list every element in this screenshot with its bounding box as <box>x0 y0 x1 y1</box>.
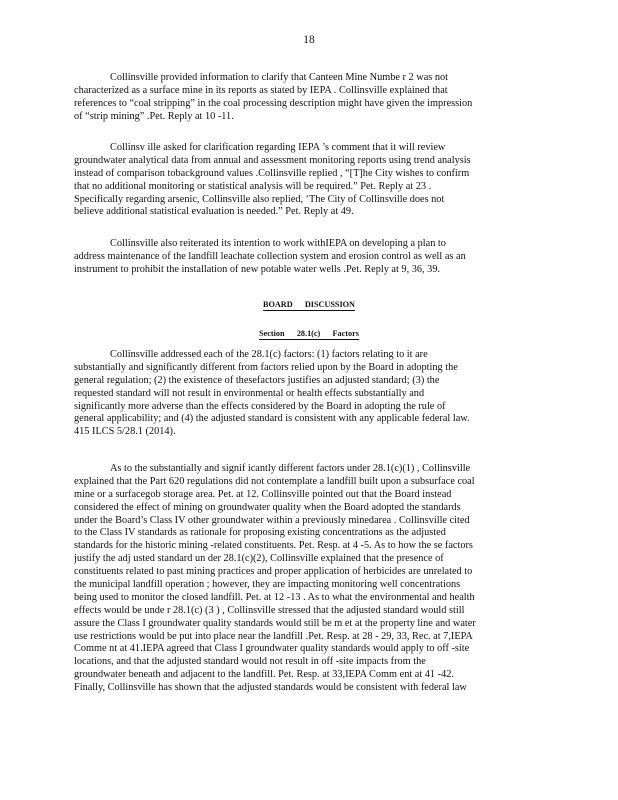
paragraph-maintenance-plan <box>74 238 532 277</box>
paragraph-line: that no additional monitoring or statistical analysis will be required.” Pet. Reply at 23 . <box>74 180 432 192</box>
paragraph-line: instrument to prohibit the installation of new potable water wells .Pet. Reply at 9, 36, 39. <box>74 263 441 275</box>
heading-section-factors <box>0 323 618 341</box>
paragraph-line: Comme nt at 41.IEPA agreed that Class I groundwater quality standards would apply to off -site <box>74 643 470 655</box>
page-number: 18 <box>303 34 315 46</box>
paragraph-line: explained that the Part 620 regulations did not contemplate a landfill built upon a subsurface coal <box>74 475 475 487</box>
paragraph-line: to the Class IV standards as rationale for proposing existing concentrations as the adjusted <box>74 527 446 539</box>
paragraph-line: being used to monitor the closed landfill. Pet. at 12 -13 . As to what the environmental and health <box>74 591 475 603</box>
paragraph-line: groundwater beneath and adjacent to the landfill. Pet. Resp. at 33,IEPA Comm ent at 41 -42. <box>74 669 454 681</box>
paragraph-line: As to the substantially and signif icantly different factors under 28.1(c)(1) , Collinsville <box>110 463 471 474</box>
paragraph-line: requested standard will not result in environmental or health effects substantially and <box>74 387 425 399</box>
paragraph-line: use restrictions would be put into place near the landfill .Pet. Resp. at 28 - 29, 33, Rec. at 7,IEPA <box>74 630 473 642</box>
paragraph-line: 415 ILCS 5/28.1 (2014). <box>74 426 176 438</box>
heading-section-factors-text: Section 28.1(c) Factors <box>259 329 359 338</box>
paragraph-line: significantly more adverse than the effects considered by the Board in adopting the rule of <box>74 400 446 412</box>
paragraph-line: under the Board’s Class IV other groundwater within a previously minedarea . Collinsville cited <box>74 514 470 526</box>
paragraph-line: Collinsv ille asked for clarification regarding IEPA ’s comment that it will review <box>110 142 446 153</box>
paragraph-line: Collinsville provided information to clarify that Canteen Mine Numbe r 2 was not <box>110 72 449 83</box>
paragraph-factors-summary <box>74 349 532 439</box>
paragraph-line: Collinsville also reiterated its intention to work withIEPA on developing a plan to <box>110 238 446 249</box>
paragraph-line: of “strip mining” .Pet. Reply at 10 -11. <box>74 110 234 122</box>
paragraph-line: substantially and significantly different from factors relied upon by the Board in adopting the <box>74 361 458 373</box>
paragraph-line: assure the Class I groundwater quality standards would still be m et at the property line and water <box>74 617 476 629</box>
paragraph-line: references to “coal stripping” in the coal processing description might have given the impression <box>74 97 473 109</box>
paragraph-trend-analysis <box>74 142 532 219</box>
paragraph-line: Specifically regarding arsenic, Collinsville also replied, ‘The City of Collinsville does not <box>74 193 445 205</box>
paragraph-line: effects would be unde r 28.1(c) (3 ) , Collinsville stressed that the adjusted standard would still <box>74 604 465 616</box>
paragraph-line: mine or a surfacegob storage area. Pet. at 12. Collinsville pointed out that the Board instead <box>74 488 452 500</box>
paragraph-line: general applicability; and (4) the adjusted standard is consistent with any applicable federal law. <box>74 413 470 425</box>
paragraph-line: standards for the historic mining -related constituents. Pet. Resp. at 4 -5. As to how the se factors <box>74 540 473 552</box>
paragraph-line: address maintenance of the landfill leachate collection system and erosion control as well as an <box>74 250 466 262</box>
paragraph-factor-analysis <box>74 463 532 695</box>
heading-board-discussion <box>0 294 618 312</box>
paragraph-line: considered the effect of mining on groundwater quality when the Board adopted the standards <box>74 501 461 513</box>
paragraph-line: instead of comparison tobackground values .Collinsville replied , “[T]he City wishes to confirm <box>74 167 470 179</box>
heading-board-discussion-text: BOARD DISCUSSION <box>263 300 355 309</box>
paragraph-line: justify the adj usted standard un der 28.1(c)(2), Collinsville explained that the presence of <box>74 553 444 565</box>
paragraph-line: the municipal landfill operation ; however, they are impacting monitoring well concentrations <box>74 579 461 591</box>
paragraph-line: characterized as a surface mine in its reports as stated by IEPA . Collinsville explained that <box>74 84 448 96</box>
paragraph-line: groundwater analytical data from annual and assessment monitoring reports using trend analysis <box>74 154 471 166</box>
paragraph-line: constituents related to past mining practices and proper application of herbicides are unrelated to <box>74 566 473 578</box>
paragraph-line: Finally, Collinsville has shown that the adjusted standards would be consistent with federal law <box>74 682 467 694</box>
paragraph-line: believe additional statistical evaluation is needed.” Pet. Reply at 49. <box>74 206 354 218</box>
paragraph-line: Collinsville addressed each of the 28.1(c) factors: (1) factors relating to it are <box>110 349 428 360</box>
paragraph-line: locations, and that the adjusted standard would not result in off -site impacts from the <box>74 656 426 668</box>
paragraph-line: general regulation; (2) the existence of thesefactors justifies an adjusted standard; (3) the <box>74 374 440 386</box>
paragraph-canteen-mine <box>74 72 532 124</box>
